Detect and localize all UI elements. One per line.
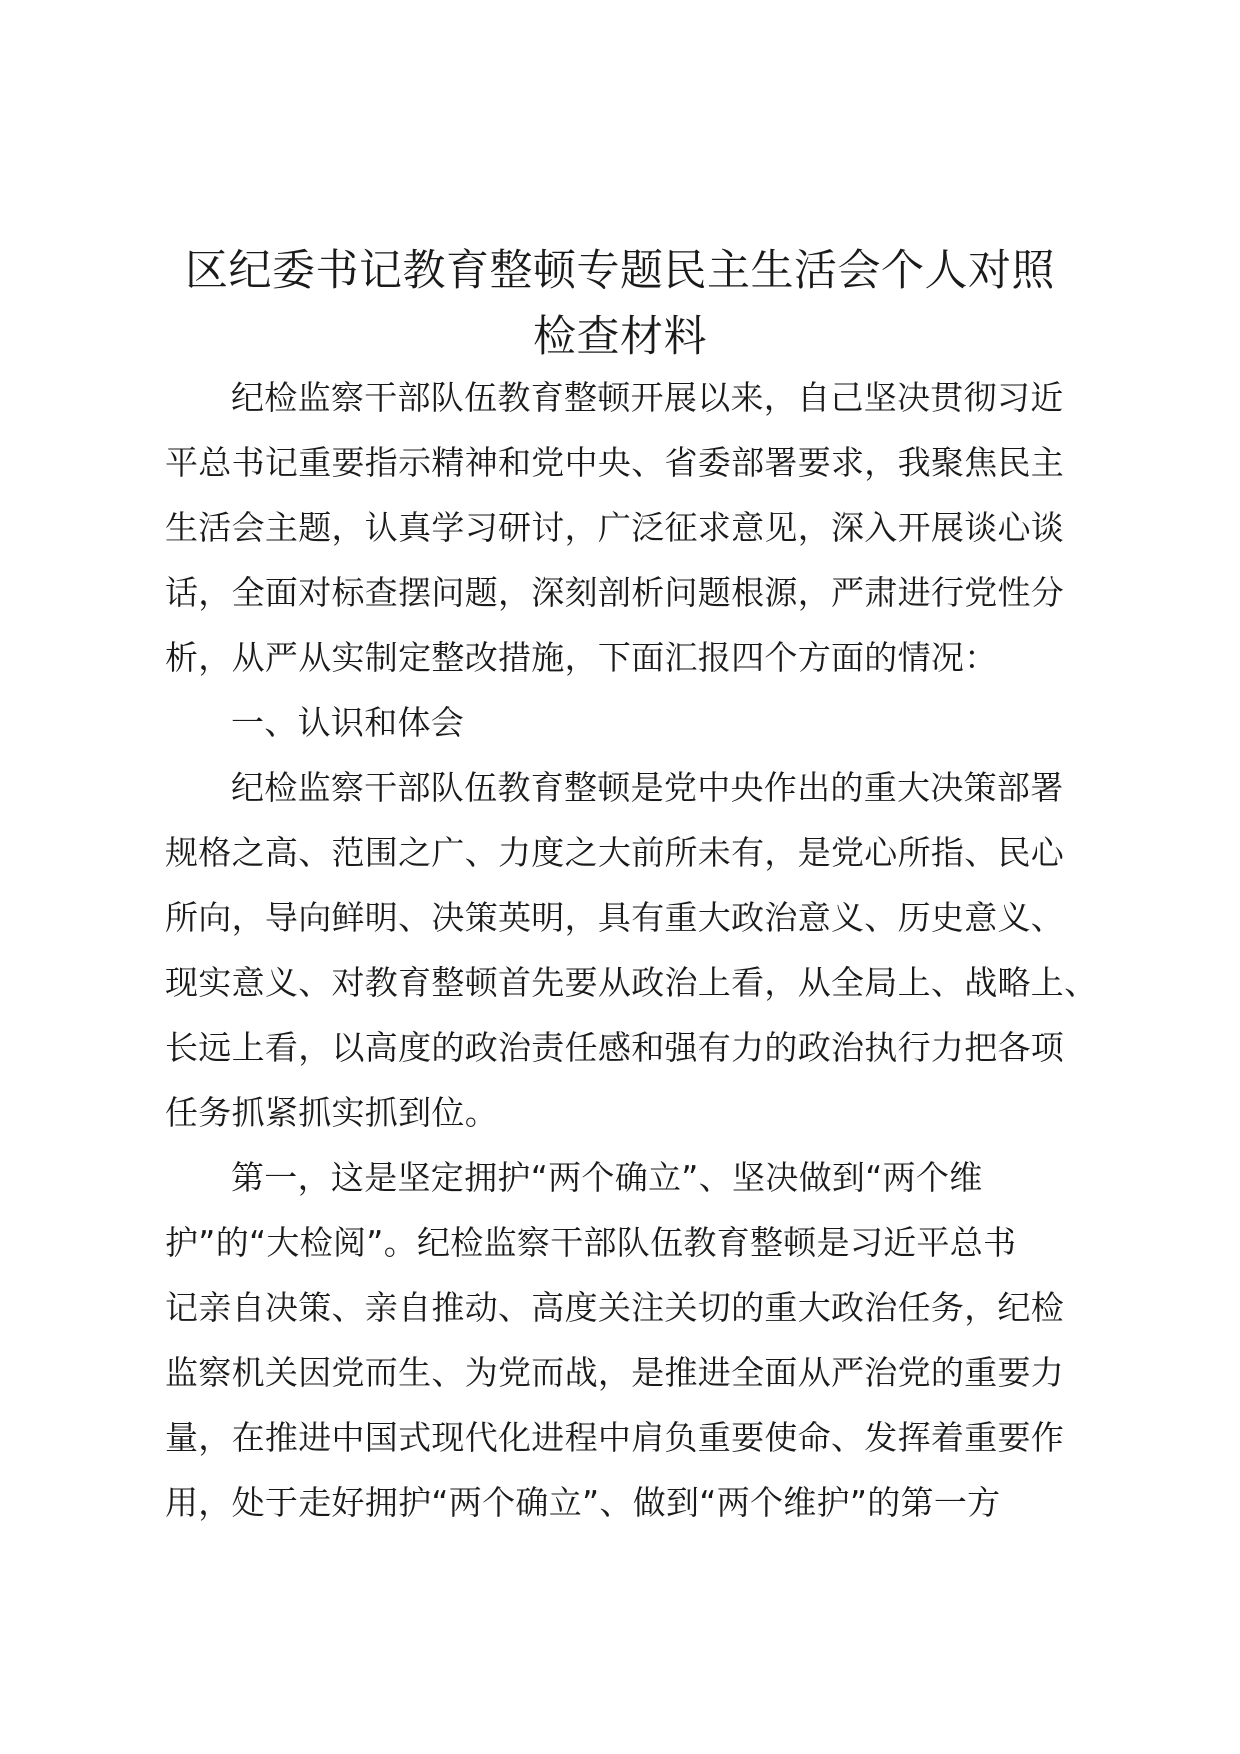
paragraph-first-point-line: 量，在推进中国式现代化进程中肩负重要使命、发挥着重要作 bbox=[165, 1418, 1065, 1457]
paragraph-first-point-line: 护”的“大检阅”。纪检监察干部队伍教育整顿是习近平总书 bbox=[165, 1223, 1017, 1262]
paragraph-first-point-line: 第一，这是坚定拥护“两个确立”、坚决做到“两个维 bbox=[231, 1158, 983, 1197]
paragraph-intro-line: 生活会主题，认真学习研讨，广泛征求意见，深入开展谈心谈 bbox=[165, 508, 1065, 547]
paragraph-first-point-line: 记亲自决策、亲自推动、高度关注关切的重大政治任务，纪检 bbox=[165, 1288, 1065, 1327]
paragraph-significance-line: 规格之高、范围之广、力度之大前所未有，是党心所指、民心 bbox=[165, 833, 1065, 872]
paragraph-significance-line: 所向，导向鲜明、决策英明，具有重大政治意义、历史意义、 bbox=[165, 898, 1065, 937]
paragraph-intro-line: 话，全面对标查摆问题，深刻剖析问题根源，严肃进行党性分 bbox=[165, 573, 1065, 612]
paragraph-intro-line: 析，从严从实制定整改措施，下面汇报四个方面的情况： bbox=[165, 638, 998, 677]
section-heading: 一、认识和体会 bbox=[231, 703, 465, 742]
paragraph-significance-line: 纪检监察干部队伍教育整顿是党中央作出的重大决策部署 bbox=[231, 768, 1064, 807]
document-body bbox=[165, 365, 1098, 1535]
document-title-line-2: 检查材料 bbox=[533, 312, 707, 362]
paragraph-significance-line: 任务抓紧抓实抓到位。 bbox=[165, 1093, 498, 1132]
paragraph-intro-line: 平总书记重要指示精神和党中央、省委部署要求，我聚焦民主 bbox=[165, 443, 1065, 482]
paragraph-intro-line: 纪检监察干部队伍教育整顿开展以来，自己坚决贯彻习近 bbox=[231, 378, 1064, 417]
paragraph-first-point-line: 用，处于走好拥护“两个确立”、做到“两个维护”的第一方 bbox=[165, 1483, 1001, 1522]
document-title-line-1: 区纪委书记教育整顿专题民主生活会个人对照 bbox=[185, 246, 1055, 296]
paragraph-first-point-line: 监察机关因党而生、为党而战，是推进全面从严治党的重要力 bbox=[165, 1353, 1065, 1392]
paragraph-significance-line: 长远上看，以高度的政治责任感和强有力的政治执行力把各项 bbox=[165, 1028, 1065, 1067]
paragraph-significance-line: 现实意义、对教育整顿首先要从政治上看，从全局上、战略上、 bbox=[165, 963, 1098, 1002]
